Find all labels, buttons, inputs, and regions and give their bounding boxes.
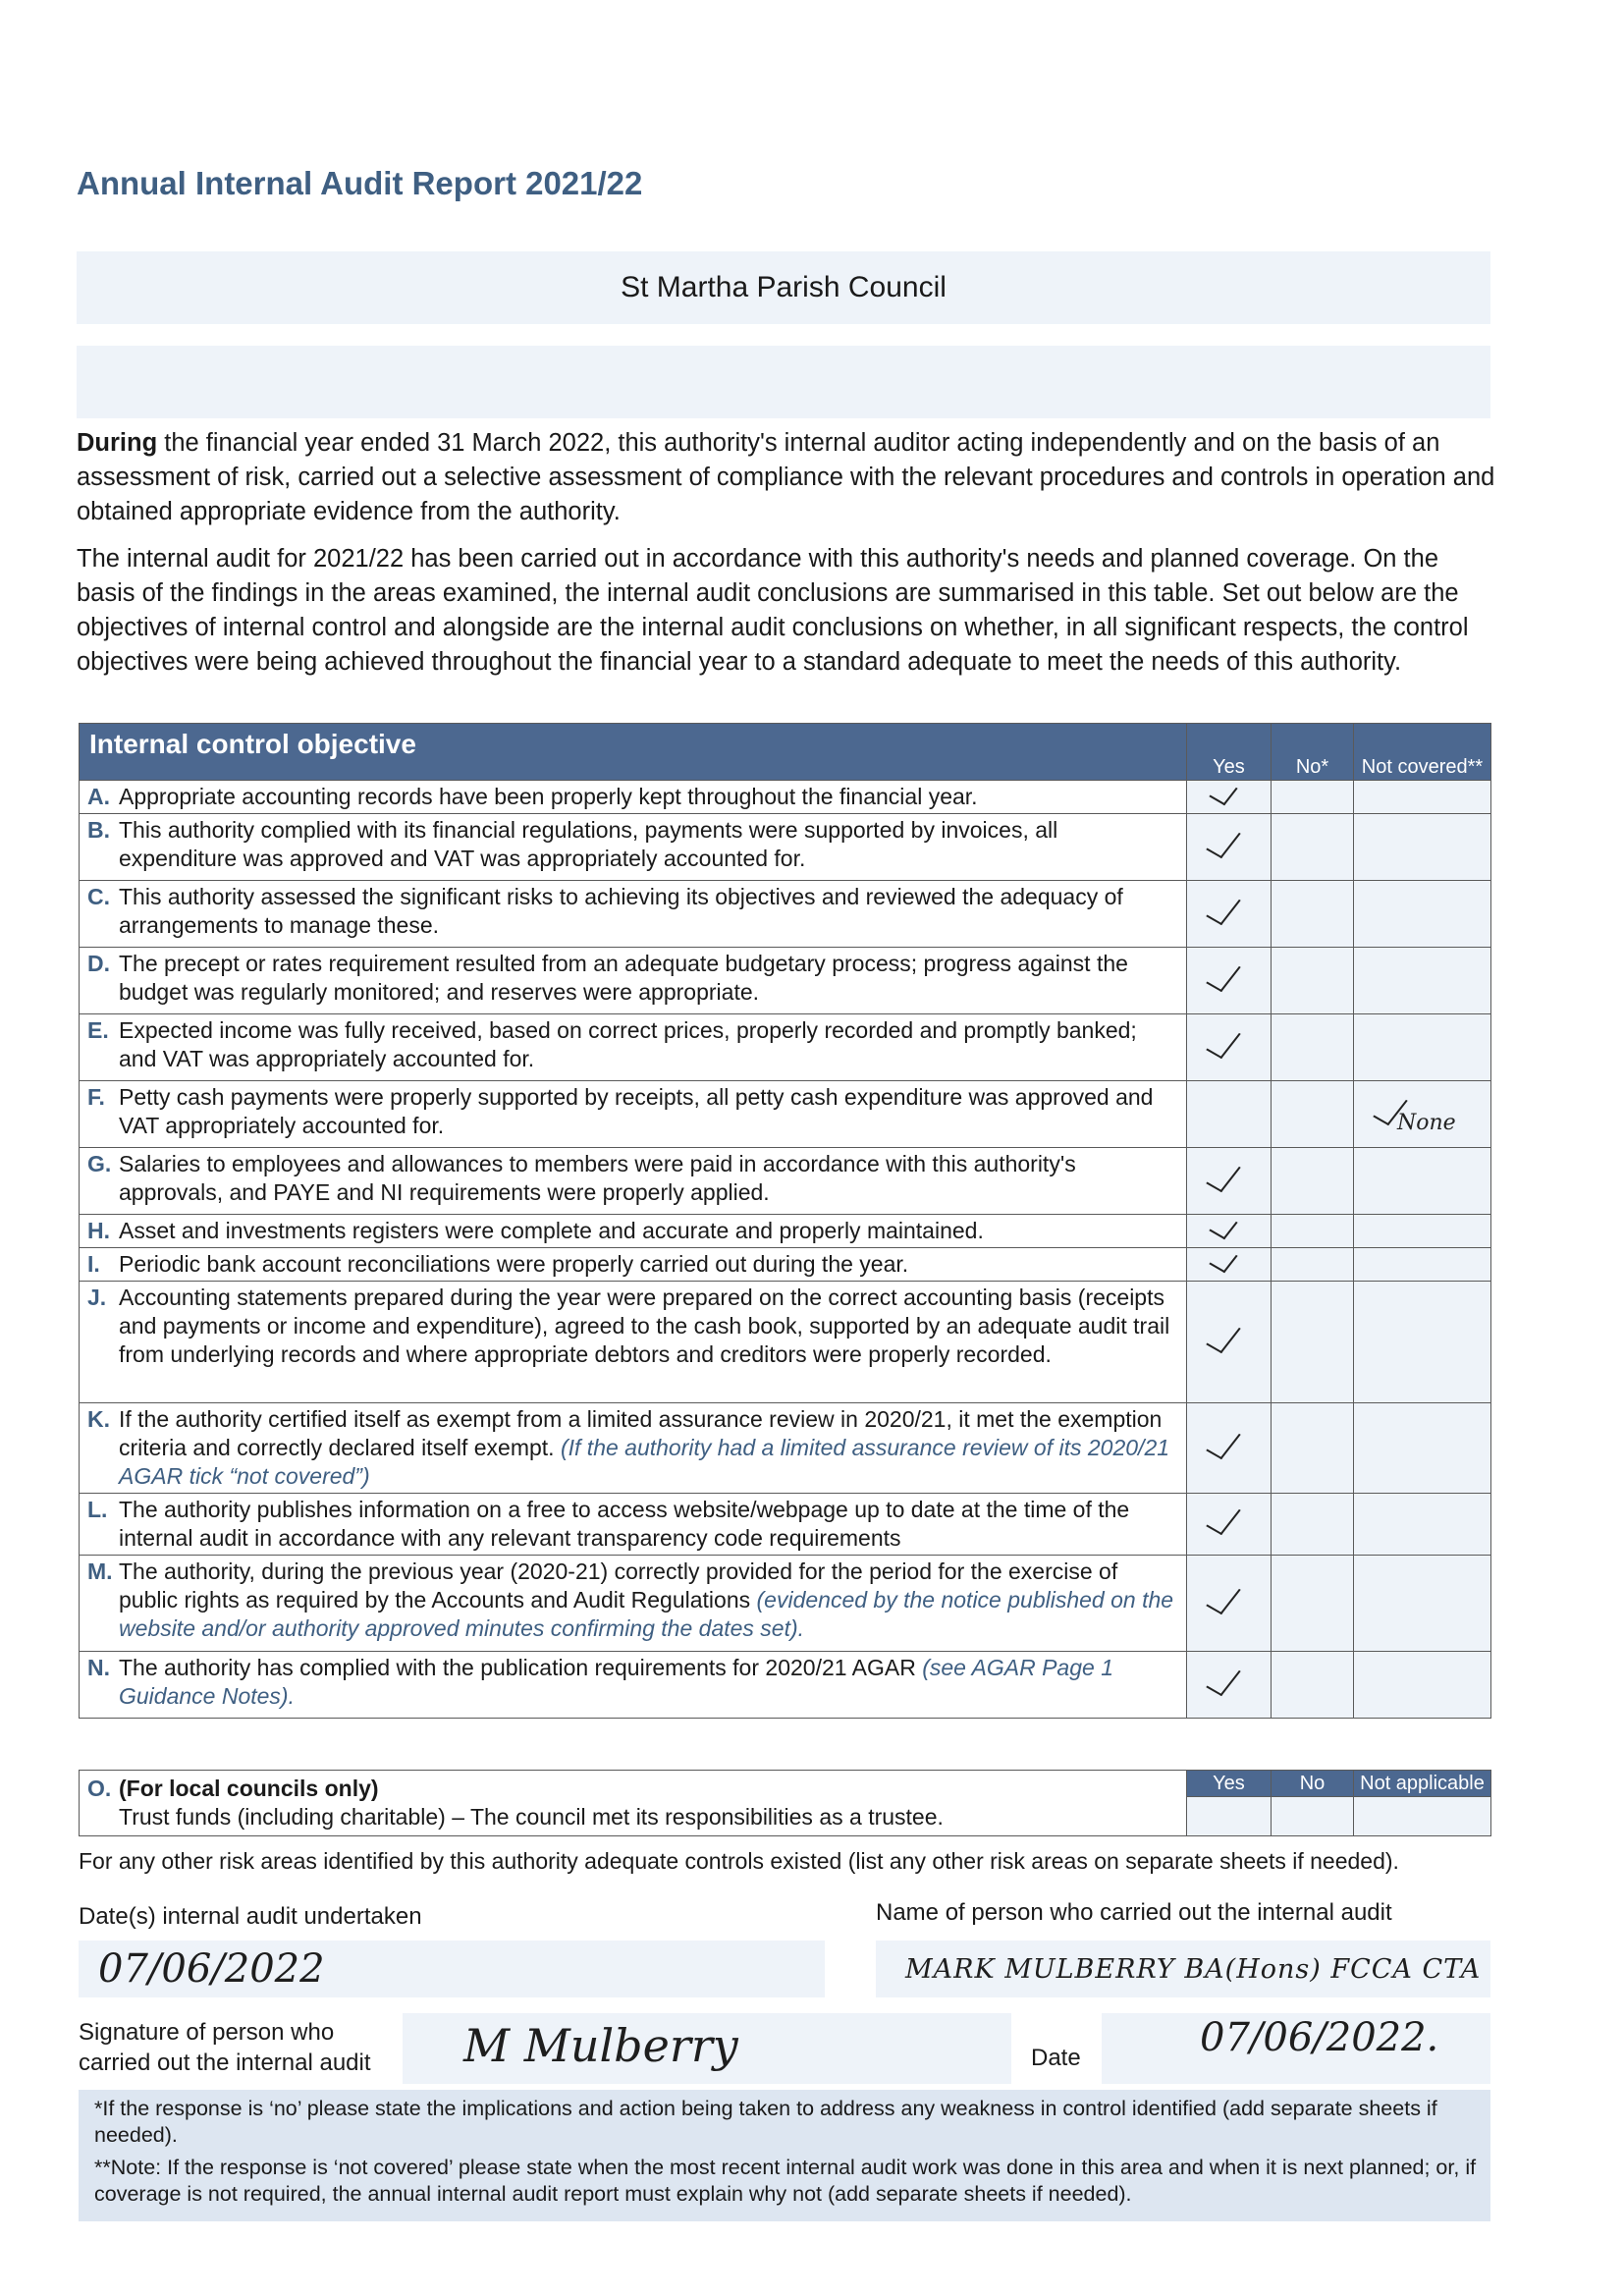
council-name-field [77,251,1490,324]
yes-cell[interactable] [1187,1248,1272,1282]
table-row [80,1494,1491,1556]
row-letter: N. [87,1655,110,1680]
table-row [80,1556,1491,1652]
trust-yes-cell[interactable] [1187,1797,1272,1836]
audit-date-value: 07/06/2022 [98,1946,325,1992]
yes-cell[interactable] [1187,814,1272,881]
not-covered-cell[interactable] [1354,1403,1491,1494]
yes-cell[interactable] [1187,1403,1272,1494]
intro-bold-word: During [77,429,158,457]
yes-cell[interactable] [1187,1556,1272,1652]
row-letter: C. [87,884,110,909]
blank-field [77,346,1490,418]
table-row [80,948,1491,1014]
objective-text: Appropriate accounting records have been properly kept throughout the financial year. [119,784,978,809]
no-cell[interactable] [1272,948,1354,1014]
objective-cell [80,1556,1187,1652]
objective-cell [80,1215,1187,1248]
no-cell[interactable] [1272,1148,1354,1215]
intro-p1-text: the financial year ended 31 March 2022, this authority's internal auditor acting independently and on the basis of an assessment of risk, carried out a selective assessment of compliance with the relevant procedures and controls in operation and obtained appropriate evidence from the authority. [77,429,1495,525]
no-cell[interactable] [1272,1014,1354,1081]
not-covered-cell[interactable] [1354,1081,1491,1148]
signature-value: M Mulberry [463,2019,738,2072]
row-letter: D. [87,951,110,976]
table-row [80,781,1491,814]
row-letter: A. [87,784,110,809]
table-row [80,1215,1491,1248]
table-row [80,1014,1491,1081]
not-covered-cell[interactable] [1354,1248,1491,1282]
row-letter: M. [87,1558,113,1584]
objective-text: The authority publishes information on a free to access website/webpage up to date at the time of the internal audit in accordance with any relevant transparency code requirements [119,1497,1130,1551]
objective-cell [80,948,1187,1014]
not-covered-cell[interactable] [1354,881,1491,948]
table-row [80,1403,1491,1494]
yes-cell[interactable] [1187,948,1272,1014]
not-covered-cell[interactable] [1354,1494,1491,1556]
objective-note: (evidenced by the notice published on the website and/or authority approved minutes confirming the dates set). [119,1587,1174,1641]
row-letter: G. [87,1151,112,1176]
auditor-name-label: Name of person who carried out the internal audit [876,1899,1392,1926]
signature-date-value: 07/06/2022. [1200,2015,1439,2060]
no-cell[interactable] [1272,1652,1354,1719]
signature-label-line-2: carried out the internal audit [79,2050,371,2076]
yes-cell[interactable] [1187,1494,1272,1556]
no-cell[interactable] [1272,1282,1354,1403]
trust-na-header: Not applicable [1354,1771,1491,1797]
no-cell[interactable] [1272,781,1354,814]
no-cell[interactable] [1272,1081,1354,1148]
objective-text: The authority, during the previous year (2020-21) correctly provided for the period for the exercise of public rights as required by the Accounts and Audit Regulations [119,1558,1118,1613]
footnote-no: *If the response is ‘no’ please state the implications and action being taken to address any weakness in control identified (add separate sheets if needed). [94,2097,1437,2147]
not-covered-cell[interactable] [1354,1014,1491,1081]
table-row [80,881,1491,948]
no-header: No* [1272,724,1354,781]
auditor-name-value: MARK MULBERRY BA(Hons) FCCA CTA [905,1954,1482,1985]
yes-cell[interactable] [1187,1652,1272,1719]
row-letter: B. [87,817,110,843]
trust-na-cell[interactable] [1354,1797,1491,1836]
no-cell[interactable] [1272,814,1354,881]
audit-date-label: Date(s) internal audit undertaken [79,1903,422,1930]
objective-cell [80,1494,1187,1556]
signature-label [79,2017,371,2078]
objective-cell [80,1014,1187,1081]
row-letter: E. [87,1017,109,1043]
no-cell[interactable] [1272,1403,1354,1494]
row-letter: I. [87,1251,100,1277]
footnote-not-covered: **Note: If the response is ‘not covered’ please state when the most recent internal audit work was done in this area and when it is next planned; or, if coverage is not required, the annual internal audit report must explain why not (add separate sheets if needed). [94,2156,1477,2206]
page-title: Annual Internal Audit Report 2021/22 [77,165,643,201]
trust-text: Trust funds (including charitable) – The council met its responsibilities as a trustee. [119,1804,944,1830]
table-row [80,814,1491,881]
objective-text: Expected income was fully received, based on correct prices, properly recorded and promptly banked; and VAT was appropriately accounted for. [119,1017,1137,1071]
row-letter: J. [87,1285,107,1310]
table-row [80,1282,1491,1403]
yes-header: Yes [1187,724,1272,781]
objective-cell [80,881,1187,948]
intro-paragraph-1 [77,426,1500,529]
objective-text: Petty cash payments were properly supported by receipts, all petty cash expenditure was approved and VAT appropriately accounted for. [119,1084,1154,1138]
objective-text: Periodic bank account reconciliations were properly carried out during the year. [119,1251,909,1277]
row-letter: H. [87,1218,110,1243]
objective-text: If the authority certified itself as exempt from a limited assurance review in 2020/21, it met the exemption criteria and correctly declared itself exempt. [119,1406,1163,1460]
yes-cell[interactable] [1187,1081,1272,1148]
table-row [80,1652,1491,1719]
no-cell[interactable] [1272,1215,1354,1248]
not-covered-header: Not covered** [1354,724,1491,781]
signature-date-label: Date [1031,2045,1081,2071]
objective-text: Salaries to employees and allowances to members were paid in accordance with this authority's approvals, and PAYE and NI requirements were properly applied. [119,1151,1076,1205]
objective-note: (see AGAR Page 1 Guidance Notes). [119,1655,1113,1709]
not-covered-cell[interactable] [1354,781,1491,814]
yes-cell[interactable] [1187,1282,1272,1403]
internal-control-table [79,723,1491,1719]
no-cell[interactable] [1272,881,1354,948]
other-risk-statement: For any other risk areas identified by this authority adequate controls existed (list any other risk areas on separate sheets if needed). [79,1848,1399,1874]
trust-no-cell[interactable] [1272,1797,1354,1836]
objective-text: Accounting statements prepared during the year were prepared on the correct accounting basis (receipts and payments or income and expenditure), agreed to the cash book, supported by an adequate audit trail from underlying records and where appropriate debtors and creditors were properly recorded. [119,1285,1170,1367]
not-covered-cell[interactable] [1354,814,1491,881]
trust-yes-header: Yes [1187,1771,1272,1797]
yes-cell[interactable] [1187,1215,1272,1248]
objective-cell [80,1248,1187,1282]
objective-text: The authority has complied with the publication requirements for 2020/21 AGAR [119,1655,923,1680]
objective-cell [80,814,1187,881]
table-row [80,1248,1491,1282]
objective-cell [80,1148,1187,1215]
objective-note: (If the authority had a limited assurance review of its 2020/21 AGAR tick “not covered”) [119,1435,1170,1489]
trust-heading: (For local councils only) [119,1776,379,1801]
row-letter: F. [87,1084,105,1110]
objective-cell [80,1652,1187,1719]
objective-text: Asset and investments registers were complete and accurate and properly maintained. [119,1218,984,1243]
not-covered-cell[interactable] [1354,1215,1491,1248]
objective-cell [80,1282,1187,1403]
handwritten-note: None [1397,1111,1456,1135]
table-row [80,1081,1491,1148]
objective-text: This authority assessed the significant risks to achieving its objectives and reviewed the adequacy of arrangements to manage these. [119,884,1123,938]
signature-label-line-1: Signature of person who [79,2019,335,2046]
objective-cell [80,1081,1187,1148]
no-cell[interactable] [1272,1494,1354,1556]
row-letter: L. [87,1497,108,1522]
yes-cell[interactable] [1187,781,1272,814]
not-covered-cell[interactable] [1354,1556,1491,1652]
objective-cell [80,1403,1187,1494]
no-cell[interactable] [1272,1556,1354,1652]
yes-cell[interactable] [1187,1014,1272,1081]
not-covered-cell[interactable] [1354,1282,1491,1403]
table-row [80,1148,1491,1215]
row-letter: K. [87,1406,110,1432]
yes-cell[interactable] [1187,881,1272,948]
not-covered-cell[interactable] [1354,1652,1491,1719]
yes-cell[interactable] [1187,1148,1272,1215]
objective-cell [80,781,1187,814]
trust-row [80,1771,1187,1836]
trust-no-header: No [1272,1771,1354,1797]
council-name: St Martha Parish Council [621,271,947,303]
row-letter: O. [87,1776,112,1801]
not-covered-cell[interactable] [1354,948,1491,1014]
intro-paragraph-2: The internal audit for 2021/22 has been carried out in accordance with this authority's needs and planned coverage. On the basis of the findings in the areas examined, the internal audit conclusions are summarised in this table. Set out below are the objectives of internal control and alongside are the internal audit conclusions on whether, in all significant respects, the control objectives were being achieved throughout the financial year to a standard adequate to meet the needs of this authority. [77,545,1469,676]
objective-header: Internal control objective [80,724,1187,781]
no-cell[interactable] [1272,1248,1354,1282]
trust-funds-table [79,1770,1491,1836]
objective-text: This authority complied with its financial regulations, payments were supported by invoices, all expenditure was approved and VAT was appropriately accounted for. [119,817,1058,871]
not-covered-cell[interactable] [1354,1148,1491,1215]
objective-text: The precept or rates requirement resulted from an adequate budgetary process; progress against the budget was regularly monitored; and reserves were appropriate. [119,951,1128,1005]
